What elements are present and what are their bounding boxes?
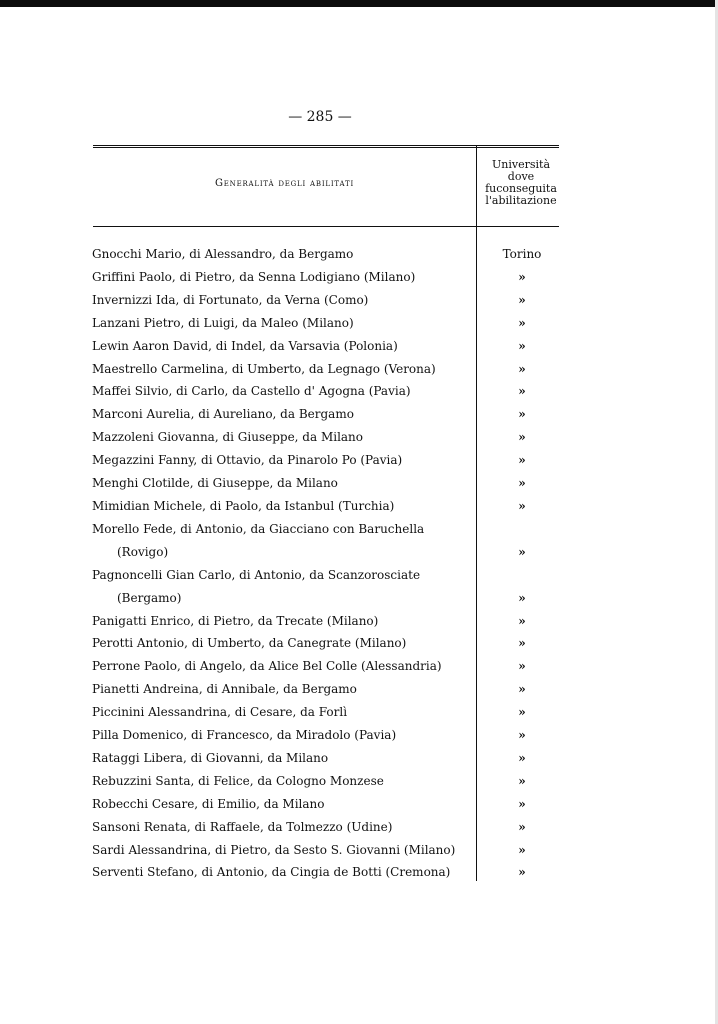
person-entry-line: Griffini Paolo, di Pietro, da Senna Lodigiano (Milano) bbox=[92, 269, 416, 284]
university-cell: » bbox=[518, 384, 526, 399]
person-entry bbox=[92, 564, 472, 610]
person-entry bbox=[92, 495, 472, 518]
university-cell: » bbox=[518, 453, 526, 468]
person-entry bbox=[92, 380, 472, 403]
table-row bbox=[92, 747, 568, 770]
person-entry bbox=[92, 472, 472, 495]
person-entry-line: Rebuzzini Santa, di Felice, da Cologno Monzese bbox=[92, 773, 384, 788]
person-entry bbox=[92, 518, 472, 564]
table-row bbox=[92, 243, 568, 266]
column-header-generalita: Generalità degli abilitati bbox=[214, 178, 355, 189]
table-row bbox=[92, 289, 568, 312]
person-entry-line: Megazzini Fanny, di Ottavio, da Pinarolo Po (Pavia) bbox=[92, 453, 403, 468]
person-entry bbox=[92, 266, 472, 289]
table-row bbox=[92, 770, 568, 793]
person-entry bbox=[92, 358, 472, 381]
person-entry-line: Panigatti Enrico, di Pietro, da Trecate (Milano) bbox=[92, 613, 379, 628]
table-row bbox=[92, 449, 568, 472]
person-entry-line: Sardi Alessandrina, di Pietro, da Sesto S. Giovanni (Milano) bbox=[92, 842, 456, 857]
page-number: — 285 — bbox=[288, 109, 352, 125]
table-row bbox=[92, 358, 568, 381]
university-cell: » bbox=[518, 865, 526, 880]
university-cell: » bbox=[518, 292, 526, 307]
table-row bbox=[92, 564, 568, 610]
table-row bbox=[92, 793, 568, 816]
university-cell: » bbox=[518, 430, 526, 445]
person-entry-line: Mimidian Michele, di Paolo, da Istanbul (Turchia) bbox=[92, 498, 395, 513]
table-top-rule bbox=[93, 145, 559, 148]
person-entry bbox=[92, 632, 472, 655]
person-entry bbox=[92, 610, 472, 633]
university-cell: » bbox=[518, 842, 526, 857]
table-row bbox=[92, 495, 568, 518]
table-row bbox=[92, 403, 568, 426]
person-entry bbox=[92, 839, 472, 862]
table-row bbox=[92, 426, 568, 449]
person-entry bbox=[92, 449, 472, 472]
table-row bbox=[92, 472, 568, 495]
table-row bbox=[92, 839, 568, 862]
person-entry bbox=[92, 426, 472, 449]
person-entry-line: Menghi Clotilde, di Giuseppe, da Milano bbox=[92, 476, 338, 491]
person-entry bbox=[92, 724, 472, 747]
person-entry-line: Sansoni Renata, di Raffaele, da Tolmezzo (Udine) bbox=[92, 819, 393, 834]
table-row bbox=[92, 335, 568, 358]
table-row bbox=[92, 724, 568, 747]
university-cell: » bbox=[518, 659, 526, 674]
table-row bbox=[92, 312, 568, 335]
university-cell: » bbox=[518, 361, 526, 376]
person-entry-line: Gnocchi Mario, di Alessandro, da Bergamo bbox=[92, 247, 354, 261]
university-cell: » bbox=[518, 819, 526, 834]
person-entry-line: Marconi Aurelia, di Aureliano, da Bergamo bbox=[92, 407, 354, 422]
table-row bbox=[92, 380, 568, 403]
person-entry-line: Robecchi Cesare, di Emilio, da Milano bbox=[92, 796, 325, 811]
university-cell: » bbox=[518, 705, 526, 720]
header-line: fuconseguita bbox=[485, 182, 557, 195]
person-entry bbox=[92, 701, 472, 724]
person-entry-line: Morello Fede, di Antonio, da Giacciano con Baruchella bbox=[92, 521, 425, 536]
person-entry-line: Serventi Stefano, di Antonio, da Cingia de Botti (Cremona) bbox=[92, 865, 451, 880]
person-entry bbox=[92, 747, 472, 770]
university-cell: » bbox=[518, 796, 526, 811]
person-entry-line: Pagnoncelli Gian Carlo, di Antonio, da Scanzorosciate bbox=[92, 567, 421, 582]
university-cell: » bbox=[518, 407, 526, 422]
person-entry bbox=[92, 861, 472, 884]
table-row bbox=[92, 655, 568, 678]
university-cell: » bbox=[518, 338, 526, 353]
person-entry-line: Perrone Paolo, di Angelo, da Alice Bel Colle (Alessandria) bbox=[92, 659, 442, 674]
person-entry-line: Pilla Domenico, di Francesco, da Miradolo (Pavia) bbox=[92, 728, 397, 743]
table-row bbox=[92, 678, 568, 701]
person-entry-line: Maestrello Carmelina, di Umberto, da Legnago (Verona) bbox=[92, 361, 436, 376]
person-entry bbox=[92, 243, 472, 266]
person-entry bbox=[92, 678, 472, 701]
university-cell: » bbox=[518, 315, 526, 330]
person-entry-line: Maffei Silvio, di Carlo, da Castello d' Agogna (Pavia) bbox=[92, 384, 411, 399]
header-line: Università bbox=[492, 158, 550, 171]
university-cell: » bbox=[518, 476, 526, 491]
person-entry-line: Lewin Aaron David, di Indel, da Varsavia (Polonia) bbox=[92, 338, 398, 353]
table-row bbox=[92, 632, 568, 655]
university-cell: » bbox=[518, 773, 526, 788]
university-cell: Torino bbox=[502, 247, 542, 261]
university-cell: » bbox=[518, 750, 526, 765]
scan-top-border bbox=[0, 0, 718, 7]
university-cell: » bbox=[518, 682, 526, 697]
table-row bbox=[92, 701, 568, 724]
person-entry-line: Mazzoleni Giovanna, di Giuseppe, da Milano bbox=[92, 430, 364, 445]
person-entry bbox=[92, 312, 472, 335]
column-header-universita bbox=[478, 159, 564, 207]
person-entry-continuation: (Bergamo) bbox=[117, 590, 182, 605]
header-bottom-rule bbox=[93, 226, 559, 227]
header-line: dove bbox=[507, 170, 535, 183]
table-row bbox=[92, 518, 568, 564]
table-row bbox=[92, 266, 568, 289]
university-cell: » bbox=[518, 728, 526, 743]
table-row bbox=[92, 861, 568, 884]
person-entry bbox=[92, 289, 472, 312]
person-entry bbox=[92, 655, 472, 678]
university-cell: » bbox=[518, 590, 526, 605]
person-entry bbox=[92, 403, 472, 426]
person-entry-continuation: (Rovigo) bbox=[117, 544, 169, 559]
person-entry bbox=[92, 770, 472, 793]
person-entry-line: Rataggi Libera, di Giovanni, da Milano bbox=[92, 750, 329, 765]
university-cell: » bbox=[518, 269, 526, 284]
person-entry bbox=[92, 335, 472, 358]
person-entry bbox=[92, 816, 472, 839]
person-entry-line: Lanzani Pietro, di Luigi, da Maleo (Milano) bbox=[92, 315, 354, 330]
university-cell: » bbox=[518, 498, 526, 513]
abilitati-list bbox=[92, 243, 568, 884]
table-row bbox=[92, 816, 568, 839]
person-entry-line: Pianetti Andreina, di Annibale, da Bergamo bbox=[92, 682, 357, 697]
person-entry-line: Invernizzi Ida, di Fortunato, da Verna (Como) bbox=[92, 292, 369, 307]
person-entry-line: Piccinini Alessandrina, di Cesare, da Forlì bbox=[92, 705, 348, 720]
university-cell: » bbox=[518, 544, 526, 559]
header-line: l'abilitazione bbox=[485, 194, 557, 207]
university-cell: » bbox=[518, 636, 526, 651]
person-entry-line: Perotti Antonio, di Umberto, da Canegrate (Milano) bbox=[92, 636, 407, 651]
university-cell: » bbox=[518, 613, 526, 628]
table-row bbox=[92, 610, 568, 633]
person-entry bbox=[92, 793, 472, 816]
